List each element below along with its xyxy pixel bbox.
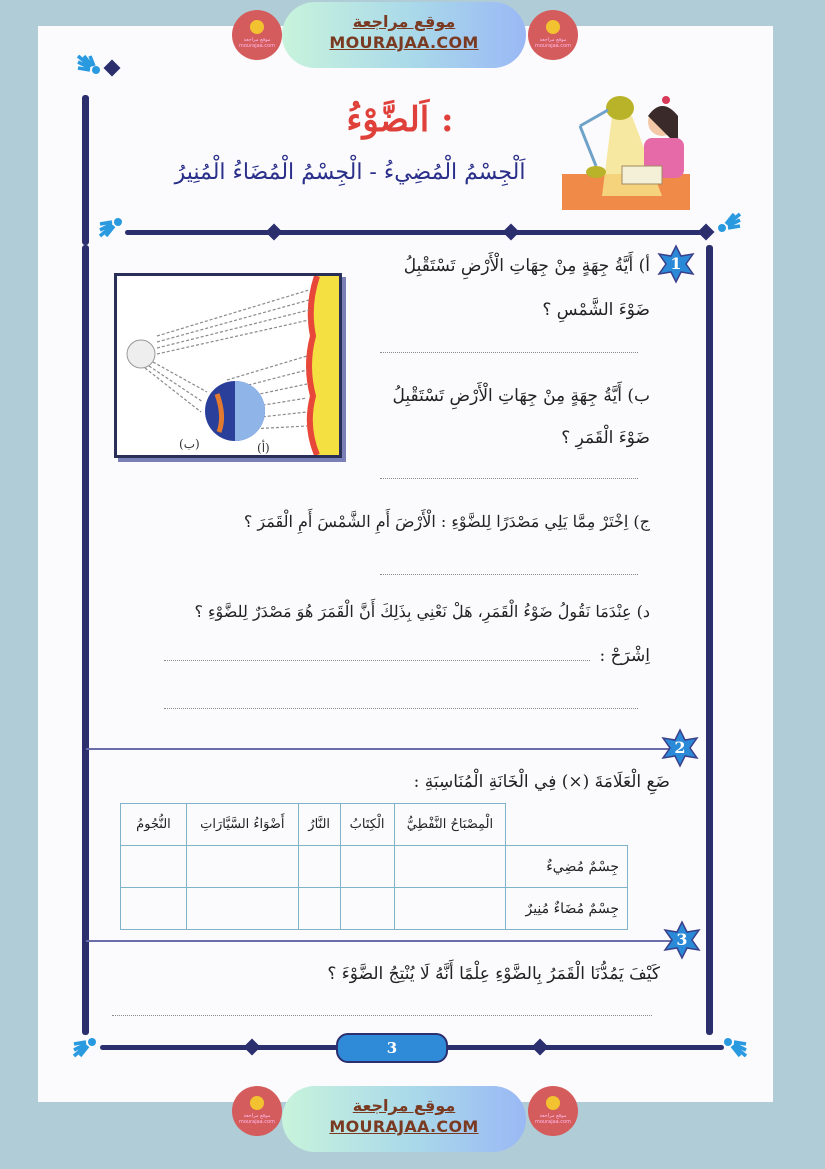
table-row (121, 846, 628, 888)
svg-text:(ب): (ب) (179, 437, 200, 451)
logo-icon (546, 20, 560, 34)
girl-reading-lamp-illustration (562, 86, 690, 210)
header-divider-bar (125, 230, 705, 235)
watermark-badge-left: موقع مراجعة mourajaa.com (232, 10, 282, 60)
answer-line-1a[interactable] (380, 352, 638, 353)
table-corner-cell (506, 804, 628, 846)
corner-fan-ornament-icon (98, 212, 124, 238)
svg-text:(أ): (أ) (257, 441, 270, 455)
checkbox-cell[interactable] (394, 888, 506, 930)
question-1d-line1: د) عِنْدَمَا نَقُولُ ضَوْءُ الْقَمَرِ، هَلْ نَعْنِي بِذَلِكَ أَنَّ الْقَمَرَ هُوَ مَصْدَرٌ لِلضَّوْءِ ؟ (194, 602, 650, 621)
corner-fan-ornament-icon (76, 54, 102, 80)
watermark-banner-bottom[interactable] (282, 1086, 526, 1152)
frame-left-upper-bar (82, 95, 89, 245)
sun-earth-moon-figure (117, 276, 339, 455)
checkbox-cell[interactable] (121, 888, 187, 930)
watermark-arabic: موقع مراجعة (352, 1096, 456, 1115)
checkbox-cell[interactable] (186, 846, 298, 888)
row-label: جِسْمٌ مُضِيءٌ (506, 846, 628, 888)
answer-line-3[interactable] (112, 1015, 652, 1016)
watermark-domain: MOURAJAA.COM (329, 33, 479, 52)
watermark-banner-top[interactable] (282, 2, 526, 68)
question-1a-line1: أ) أَيَّةُ جِهَةٍ مِنْ جِهَاتِ الْأَرْضِ تَسْتَقْبِلُ (403, 256, 650, 276)
checkbox-cell[interactable] (298, 888, 340, 930)
checkbox-cell[interactable] (340, 888, 394, 930)
logo-icon (250, 1096, 264, 1110)
page-number: 3 (336, 1033, 448, 1063)
column-header: أَضْوَاءُ السَّيَّارَاتِ (186, 804, 298, 846)
logo-icon (250, 20, 264, 34)
frame-left-bar (82, 245, 89, 1035)
question-1b-line1: ب) أَيَّةُ جِهَةٍ مِنْ جِهَاتِ الْأَرْضِ تَسْتَقْبِلُ (392, 386, 650, 406)
lesson-title: اَلضَّوْءُ : (346, 100, 454, 140)
corner-fan-ornament-icon (722, 1032, 748, 1058)
logo-icon (546, 1096, 560, 1110)
exercise-2-instruction: ضَعِ الْعَلَامَةَ (×) فِي الْخَانَةِ الْمُنَاسِبَةِ : (413, 772, 670, 792)
watermark-badge-left: موقع مراجعة mourajaa.com (232, 1086, 282, 1136)
watermark-badge-right: موقع مراجعة mourajaa.com (528, 1086, 578, 1136)
table-header-row (121, 804, 628, 846)
frame-right-bar (706, 245, 713, 1035)
sun-earth-moon-diagram (114, 273, 342, 458)
table-row (121, 888, 628, 930)
question-1a-line2: ضَوْءَ الشَّمْسِ ؟ (542, 300, 650, 320)
lesson-subtitle: اَلْجِسْمُ الْمُضِيءُ - الْجِسْمُ الْمُضَاءُ الْمُنِيرُ (174, 160, 526, 185)
column-header: الْكِتَابُ (340, 804, 394, 846)
column-header: النُّجُومُ (121, 804, 187, 846)
watermark-arabic: موقع مراجعة (352, 12, 456, 31)
checkbox-cell[interactable] (298, 846, 340, 888)
column-header: النَّارُ (298, 804, 340, 846)
row-label: جِسْمٌ مُضَاءٌ مُنِيرٌ (506, 888, 628, 930)
corner-fan-ornament-icon (72, 1032, 98, 1058)
checkbox-cell[interactable] (121, 846, 187, 888)
column-header: الْمِصْبَاحُ النَّفْطِيُّ (394, 804, 506, 846)
watermark-badge-right: موقع مراجعة mourajaa.com (528, 10, 578, 60)
checkbox-cell[interactable] (186, 888, 298, 930)
question-1b-line2: ضَوْءَ الْقَمَرِ ؟ (561, 428, 650, 448)
answer-line-1d-2[interactable] (164, 708, 638, 709)
section-divider-2 (86, 748, 686, 750)
exercise-3-number: 3 (676, 930, 688, 949)
question-3: كَيْفَ يَمُدُّنَا الْقَمَرُ بِالضَّوْءِ عِلْمًا أَنَّهُ لَا يُنْتِجُ الضَّوْءَ ؟ (327, 964, 660, 984)
answer-line-1c[interactable] (380, 574, 638, 575)
checkbox-cell[interactable] (394, 846, 506, 888)
exercise-2-number: 2 (674, 738, 686, 757)
question-1c: ج) اِخْتَرْ مِمَّا يَلِي مَصْدَرًا لِلضَّوْءِ : الْأَرْضَ أَمِ الشَّمْسَ أَمِ الْقَمَرَ ؟ (243, 512, 650, 531)
classification-table (120, 803, 628, 930)
checkbox-cell[interactable] (340, 846, 394, 888)
answer-line-1d-1[interactable] (164, 660, 590, 661)
watermark-domain: MOURAJAA.COM (329, 1117, 479, 1136)
section-divider-3 (86, 940, 686, 942)
exercise-1-number: 1 (670, 254, 682, 273)
corner-fan-ornament-icon (716, 212, 742, 238)
question-1d-line2: اِشْرَحْ : (599, 646, 650, 666)
answer-line-1b[interactable] (380, 478, 638, 479)
